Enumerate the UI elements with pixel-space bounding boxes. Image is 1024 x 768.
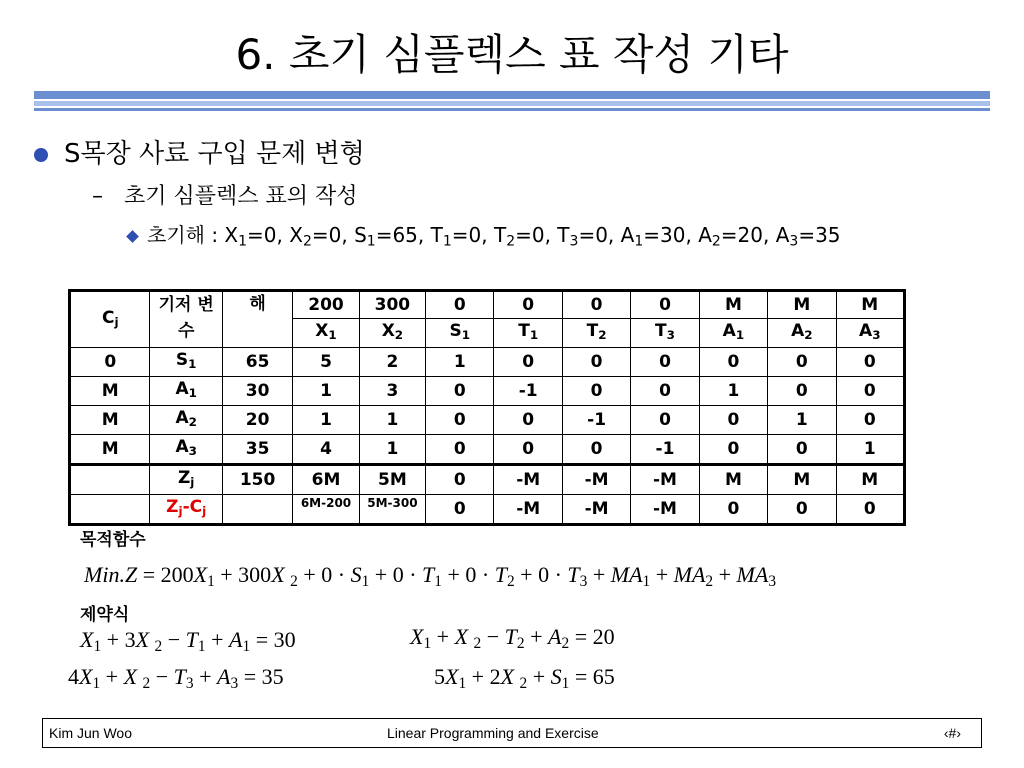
cell: 5M	[359, 464, 425, 494]
zj-label: $Z_j$	[150, 464, 222, 494]
solution-part: =0, S	[311, 223, 367, 247]
cell: 0	[768, 347, 836, 376]
row-cj: M	[70, 434, 150, 464]
bullet-level1-text: S목장 사료 구입 문제 변형	[64, 139, 365, 169]
simplex-tableau	[68, 289, 906, 526]
initial-solution-prefix: 초기해 :	[147, 223, 225, 247]
cell: M	[699, 464, 767, 494]
cell: 0	[426, 405, 494, 434]
subscript: 1	[442, 233, 452, 250]
cell: -M	[494, 464, 562, 494]
solution-part: =0, A	[578, 223, 635, 247]
cell: -M	[631, 464, 699, 494]
row-basis: $A_3$	[150, 434, 222, 464]
cell: 1	[359, 405, 425, 434]
cell: 0	[836, 405, 904, 434]
cell: 0	[562, 376, 630, 405]
subscript: 2	[506, 233, 516, 250]
var-cell: $X_1$	[293, 319, 359, 348]
basis-header: 기저 변수	[150, 291, 222, 348]
cell: 0	[699, 347, 767, 376]
cell: 1	[359, 434, 425, 464]
cell: 5M-300	[359, 494, 425, 524]
cost-cell: 0	[562, 291, 630, 319]
cell: 0	[494, 405, 562, 434]
subscript: 3	[569, 233, 579, 250]
cost-cell: 200	[293, 291, 359, 319]
cost-cell: M	[836, 291, 904, 319]
var-cell: $T_1$	[494, 319, 562, 348]
cell: -1	[631, 434, 699, 464]
constraint-label: 제약식	[80, 605, 130, 625]
zj-solution: 150	[222, 464, 292, 494]
dash-icon: –	[92, 184, 103, 209]
cell: 4	[293, 434, 359, 464]
cell: 0	[699, 405, 767, 434]
bullet-dot-icon	[34, 148, 48, 162]
zj-cj-row	[70, 494, 905, 524]
var-cell: $A_1$	[699, 319, 767, 348]
cell: -M	[562, 494, 630, 524]
title-rule-middle	[34, 101, 990, 106]
cell: 0	[631, 347, 699, 376]
var-cell: $A_3$	[836, 319, 904, 348]
cell: 0	[494, 434, 562, 464]
cell: 0	[768, 376, 836, 405]
footer-course: Linear Programming and Exercise	[387, 725, 599, 741]
cell: M	[836, 464, 904, 494]
constraint-equation-2: $X_1 + X$ $_2 - T_2 + A_2 = 20$	[410, 624, 615, 652]
title-rule-bottom	[34, 108, 990, 111]
solution-part: =30, A	[643, 223, 712, 247]
cj-header: $C_j$	[70, 291, 150, 348]
cost-cell: 0	[631, 291, 699, 319]
constraint-equation-4: $5X_1 + 2X$ $_2 + S_1 = 65$	[434, 664, 615, 692]
constraint-equation-3: $4X_1 + X$ $_2 - T_3 + A_3 = 35$	[68, 664, 284, 692]
slide-footer	[42, 718, 982, 748]
objective-equation: $Min.Z = 200X_1 + 300X$ $_2 + 0 \cdot S_1 + 0 \cdot T_1 + 0 \cdot T_2 + 0 \cdot T_3 + MA_1 + MA_2 + MA_3$	[84, 562, 777, 590]
row-cj: M	[70, 405, 150, 434]
cell: -M	[631, 494, 699, 524]
cell: 0	[631, 376, 699, 405]
row-basis: $A_2$	[150, 405, 222, 434]
empty-cell	[70, 494, 150, 524]
var-cell: $X_2$	[359, 319, 425, 348]
cell: 0	[836, 494, 904, 524]
solution-part: X	[224, 223, 239, 247]
solution-part: =0, T	[451, 223, 507, 247]
constraint-equation-1: $X_1 + 3X$ $_2 - T_1 + A_1 = 30$	[80, 627, 296, 655]
bullet-level1	[34, 133, 365, 170]
table-row	[70, 405, 905, 434]
header-row	[70, 291, 905, 319]
row-basis: $A_1$	[150, 376, 222, 405]
cell: 0	[768, 494, 836, 524]
footer-author: Kim Jun Woo	[49, 725, 132, 741]
row-solution: 65	[222, 347, 292, 376]
cell: 1	[426, 347, 494, 376]
var-cell: $A_2$	[768, 319, 836, 348]
cell: 0	[426, 494, 494, 524]
cell: 3	[359, 376, 425, 405]
cell: -M	[562, 464, 630, 494]
solution-part: =20, A	[720, 223, 790, 247]
row-solution: 20	[222, 405, 292, 434]
cell: 5	[293, 347, 359, 376]
table-row	[70, 347, 905, 376]
cell: 2	[359, 347, 425, 376]
initial-solution-text	[224, 223, 841, 250]
cell: 1	[293, 405, 359, 434]
cell: -1	[562, 405, 630, 434]
cell: 0	[699, 434, 767, 464]
solution-part: =0, X	[247, 223, 303, 247]
cell: 6M	[293, 464, 359, 494]
slide-title: 6. 초기 심플렉스 표 작성 기타	[235, 30, 789, 79]
cell: 0	[562, 434, 630, 464]
zj-row	[70, 464, 905, 494]
cell: 1	[768, 405, 836, 434]
cell: 0	[836, 376, 904, 405]
cell: 0	[494, 347, 562, 376]
cost-cell: M	[699, 291, 767, 319]
cell: 1	[836, 434, 904, 464]
solution-part: =65, T	[375, 223, 443, 247]
subscript: 1	[366, 233, 376, 250]
cell: 0	[426, 376, 494, 405]
cell: 0	[426, 464, 494, 494]
title-rule-top	[34, 91, 990, 99]
subscript: 3	[789, 233, 799, 250]
table-row	[70, 434, 905, 464]
subscript: 1	[634, 233, 644, 250]
bullet-level2-text: 초기 심플렉스 표의 작성	[124, 184, 358, 209]
cost-cell: 0	[494, 291, 562, 319]
row-solution: 35	[222, 434, 292, 464]
cell: 0	[699, 494, 767, 524]
cost-cell: 0	[426, 291, 494, 319]
cell: 1	[293, 376, 359, 405]
cell: 0	[426, 434, 494, 464]
row-basis: $S_1$	[150, 347, 222, 376]
bullet-level3	[128, 219, 841, 250]
row-solution: 30	[222, 376, 292, 405]
var-cell: $T_2$	[562, 319, 630, 348]
cell: -1	[494, 376, 562, 405]
solution-part: =35	[798, 223, 841, 247]
cell: 6M-200	[293, 494, 359, 524]
row-cj: M	[70, 376, 150, 405]
footer-page: ‹#›	[943, 725, 961, 741]
bullet-level2	[92, 179, 358, 210]
subscript: 2	[711, 233, 721, 250]
cell: 0	[631, 405, 699, 434]
subscript: 1	[238, 233, 248, 250]
empty-cell	[70, 464, 150, 494]
cell: 0	[562, 347, 630, 376]
var-cell: $S_1$	[426, 319, 494, 348]
table-row	[70, 376, 905, 405]
row-cj: 0	[70, 347, 150, 376]
empty-cell	[222, 494, 292, 524]
var-cell: $T_3$	[631, 319, 699, 348]
cell: 0	[836, 347, 904, 376]
diamond-bullet-icon	[126, 230, 139, 243]
objective-label: 목적함수	[80, 530, 146, 550]
cell: M	[768, 464, 836, 494]
cost-cell: 300	[359, 291, 425, 319]
cell: -M	[494, 494, 562, 524]
solution-header: 해	[222, 291, 292, 348]
cost-cell: M	[768, 291, 836, 319]
solution-part: =0, T	[515, 223, 570, 247]
cell: 1	[699, 376, 767, 405]
subscript: 2	[302, 233, 312, 250]
cell: 0	[768, 434, 836, 464]
zj-cj-label: $Z_j-C_j$	[150, 494, 222, 524]
